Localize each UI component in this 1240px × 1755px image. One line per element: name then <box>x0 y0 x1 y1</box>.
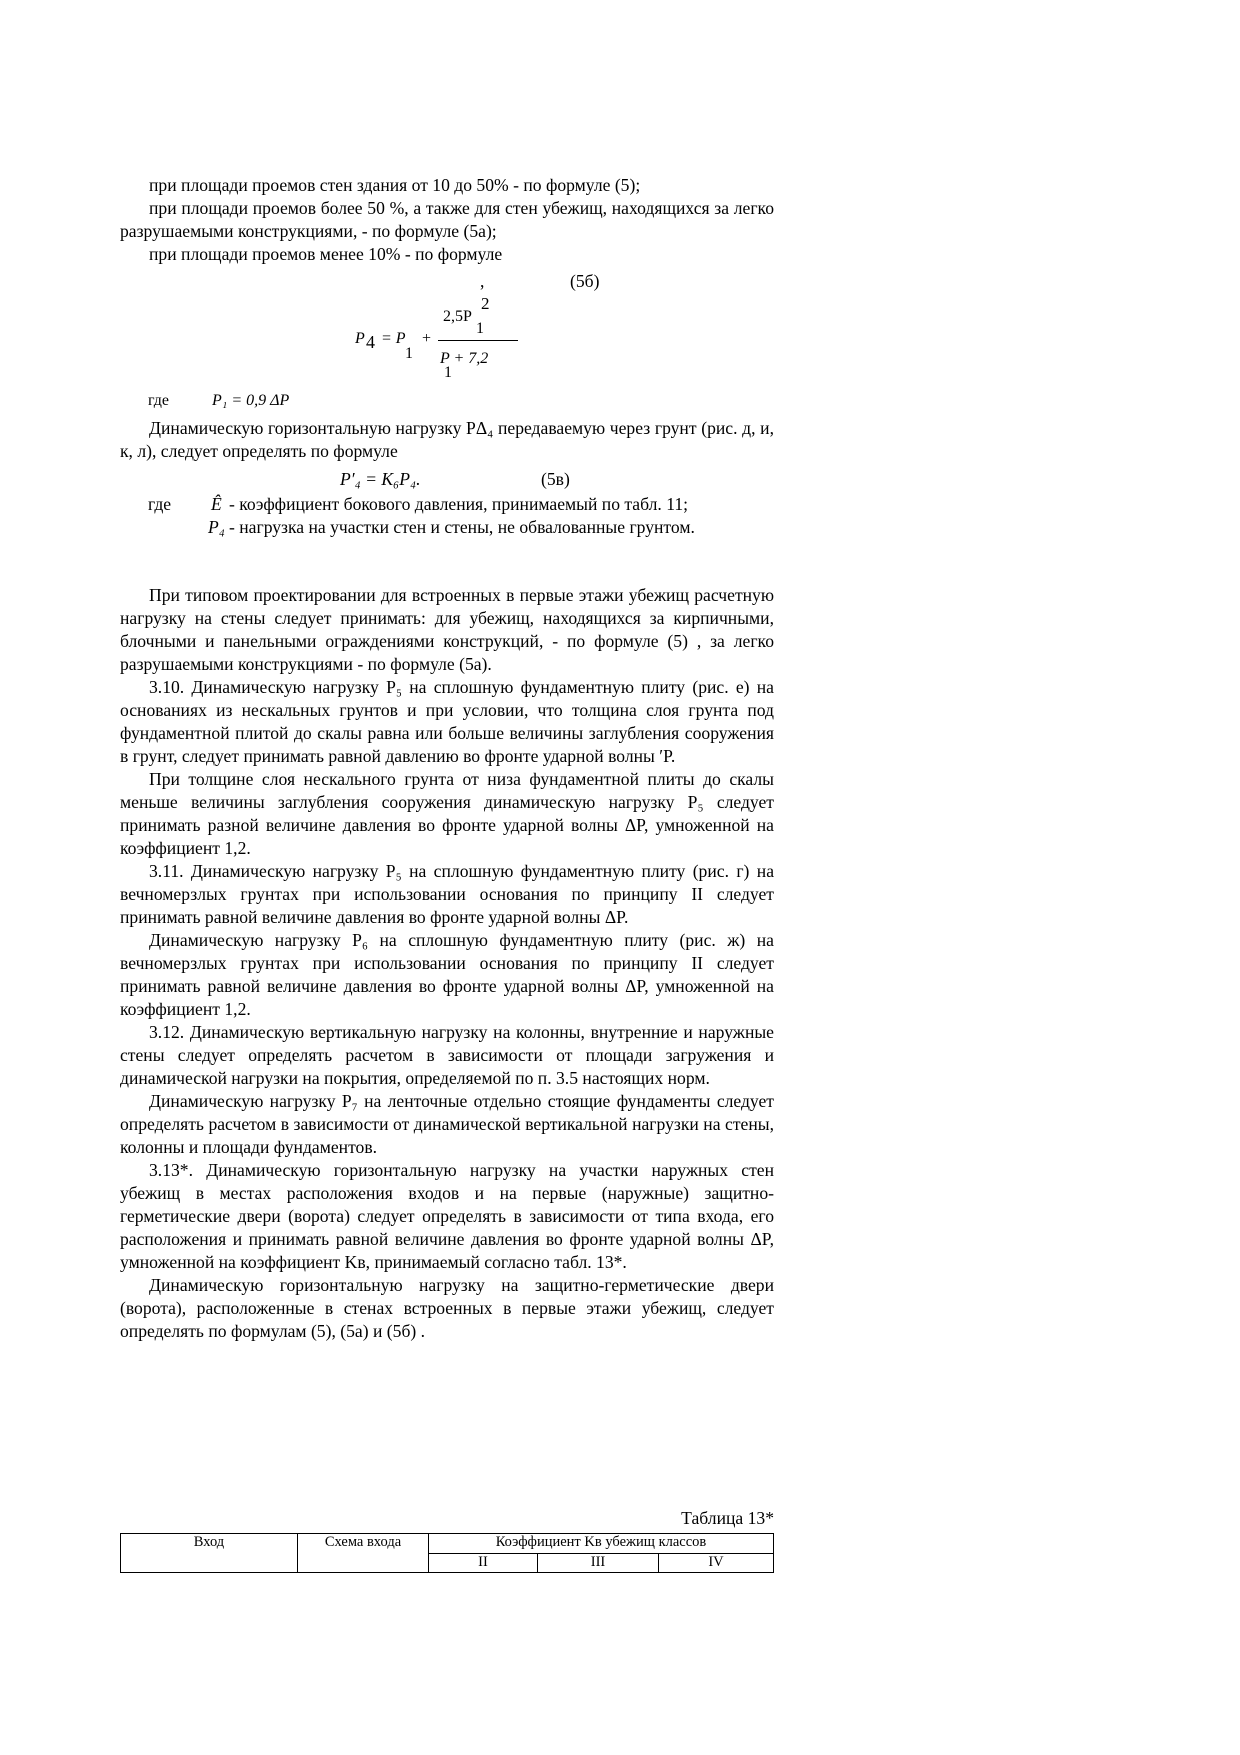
formula-p1-sub: 1 <box>405 345 413 362</box>
table-header-cell: Коэффициент Kв убежищ классов <box>429 1534 774 1554</box>
paragraph: 3.12. Динамическую вертикальную нагрузку на колонны, внутренние и наружные стены следует определять расчетом в зависимости от площади загружения и динамической нагрузки на покрытия, определяемой по п. 3.5 настоящих норм. <box>120 1022 774 1088</box>
formula-denominator: P + 7,2 <box>440 350 489 367</box>
paragraph: Динамическую горизонтальную нагрузку PΔ₄ передаваемую через грунт (рис. д, и, к, л), следует определять по формуле <box>120 418 774 461</box>
equation-5b-label <box>480 271 600 292</box>
paragraph: При типовом проектировании для встроенных в первые этажи убежищ расчетную нагрузку на стены следует принимать: для убежищ, находящихся за кирпичными, блочными и панельными ограждениями конструкций, - по формуле (5) , за легко разрушаемыми конструкциями - по формуле (5а). <box>120 585 774 674</box>
definition-symbol: Ê <box>211 494 222 514</box>
formula-lhs-sub: 4 <box>366 332 375 352</box>
definition-symbol: P₄ <box>208 517 225 537</box>
paragraph: при площади проемов более 50 %, а также для стен убежищ, находящихся за легко разрушаемыми конструкциями, - по формуле (5а); <box>120 198 774 241</box>
where-value: P₁ = 0,9 ΔP <box>212 392 290 409</box>
text-block-main <box>120 584 774 1343</box>
text-block-dynamic-horizontal <box>120 417 774 463</box>
definition-text: - коэффициент бокового давления, принимаемый по табл. 11; <box>229 494 689 514</box>
paragraph: Динамическую горизонтальную нагрузку на защитно-герметические двери (ворота), расположенные в стенах встроенных в первые этажи убежищ, следует определять по формулам (5), (5а) и (5б) . <box>120 1275 774 1341</box>
table-header-row <box>121 1534 774 1554</box>
table-caption: Таблица 13* <box>681 1508 774 1528</box>
formula-5b <box>355 294 515 388</box>
formula-den-sub: 1 <box>444 364 452 381</box>
formula-numerator: 2,5P <box>443 308 472 325</box>
table-13 <box>120 1533 774 1573</box>
definition-label: где <box>148 494 172 514</box>
definition-row <box>148 493 774 516</box>
formula-eq: = P <box>381 330 406 347</box>
table-subheader-cell: II <box>429 1553 538 1573</box>
equation-comma: , <box>480 271 485 291</box>
formula-plus: + <box>422 330 432 347</box>
formula-num-sup: 2 <box>481 294 490 313</box>
equation-expr: P′₄ = K₆P₄. <box>340 469 421 489</box>
formula-num-sub: 1 <box>476 320 484 337</box>
equation-5v <box>340 469 570 490</box>
table-header-cell: Вход <box>121 1534 298 1573</box>
definitions <box>148 493 774 539</box>
equation-number: (5в) <box>541 469 570 489</box>
paragraph: при площади проемов стен здания от 10 до 50% - по формуле (5); <box>149 175 641 195</box>
table-header-cell: Схема входа <box>298 1534 429 1573</box>
fraction-bar <box>438 340 518 341</box>
paragraph: При толщине слоя нескального грунта от низа фундаментной плиты до скалы меньше величины заглубления сооружения динамическую нагрузку P₅ следует принимать разной величине давления во фронте ударной волны ΔP, умноженной на коэффициент 1,2. <box>120 769 774 858</box>
table-subheader-cell: III <box>538 1553 659 1573</box>
paragraph: Динамическую нагрузку P₆ на сплошную фундаментную плиту (рис. ж) на вечномерзлых грунтах при использовании основания по принципу II следует принимать равной величине давления во фронте ударной волны ΔP, умноженной на коэффициент 1,2. <box>120 930 774 1019</box>
definition-row <box>148 516 774 539</box>
where-label: где <box>148 392 170 409</box>
where-line <box>148 392 290 410</box>
definition-text: - нагрузка на участки стен и стены, не обвалованные грунтом. <box>229 517 695 537</box>
paragraph: 3.10. Динамическую нагрузку P₅ на сплошную фундаментную плиту (рис. е) на основаниях из нескальных грунтов и при условии, что толщина слоя грунта под фундаментной плитой до скалы равна или больше величины заглубления сооружения в грунт, следует принимать равной давлению во фронте ударной волны ′P. <box>120 677 774 766</box>
paragraph: 3.13*. Динамическую горизонтальную нагрузку на участки наружных стен убежищ в местах расположения входов и на первые (наружные) защитно-герметические двери (ворота) следует определять в зависимости от типа входа, его расположения и принимать равной величине давления во фронте ударной волны ΔP, умноженной на коэффициент Kв, принимаемый согласно табл. 13*. <box>120 1160 774 1272</box>
paragraph: 3.11. Динамическую нагрузку P₅ на сплошную фундаментную плиту (рис. г) на вечномерзлых грунтах при использовании основания по принципу II следует принимать равной величине давления во фронте ударной волны ΔP. <box>120 861 774 927</box>
text-block-top <box>120 174 774 266</box>
paragraph: при площади проемов менее 10% - по формуле <box>149 244 503 264</box>
equation-number: (5б) <box>570 271 600 291</box>
table-subheader-cell: IV <box>659 1553 774 1573</box>
formula-lhs: P <box>355 330 365 347</box>
paragraph: Динамическую нагрузку P₇ на ленточные отдельно стоящие фундаменты следует определять расчетом в зависимости от динамической вертикальной нагрузки на стены, колонны и площади фундаментов. <box>120 1091 774 1157</box>
